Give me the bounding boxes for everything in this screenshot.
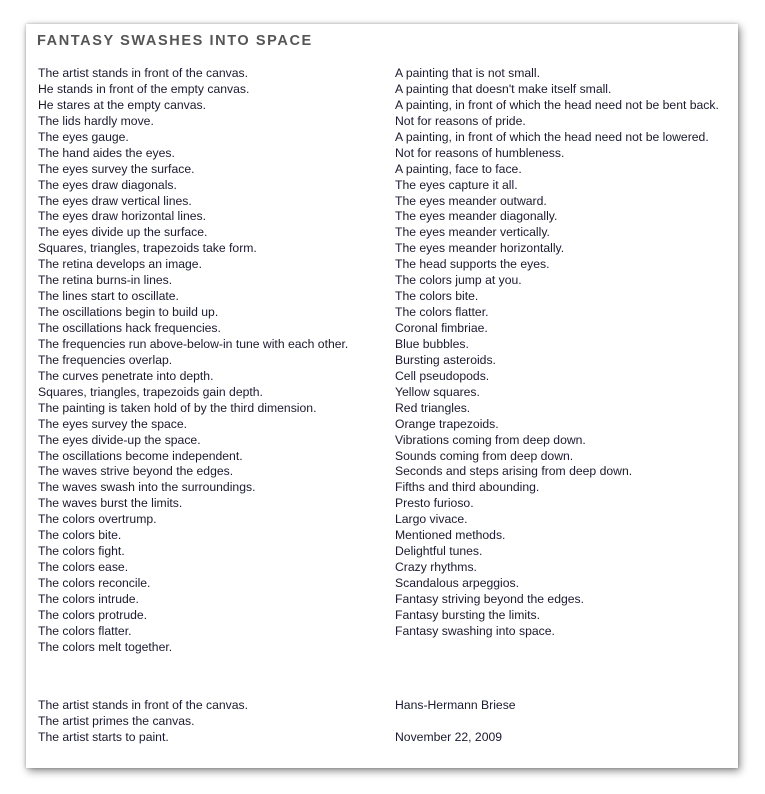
poem-line: A painting, in front of which the head need not be bent back.	[395, 97, 719, 112]
right-column	[395, 66, 719, 640]
poem-line: The eyes meander outward.	[395, 193, 547, 208]
poem-line: The eyes meander horizontally.	[395, 241, 565, 256]
poem-line: The waves swash into the surroundings.	[38, 480, 256, 495]
poem-page	[26, 24, 738, 768]
closing-stanza	[38, 698, 248, 746]
poem-line: The colors flatter.	[38, 623, 132, 638]
poem-line: Bursting asteroids.	[395, 352, 496, 367]
poem-line: Blue bubbles.	[395, 336, 469, 351]
poem-line: Red triangles.	[395, 400, 471, 415]
poem-line: The lids hardly move.	[38, 113, 154, 128]
poem-line: The hand aides the eyes.	[38, 145, 175, 160]
poem-line: A painting, in front of which the head need not be lowered.	[395, 129, 709, 144]
poem-line: Fifths and third abounding.	[395, 480, 540, 495]
poem-line: The artist stands in front of the canvas.	[38, 66, 249, 80]
poem-line: The artist stands in front of the canvas.	[38, 698, 249, 712]
poem-line: The retina burns-in lines.	[38, 273, 173, 288]
poem-line: Scandalous arpeggios.	[395, 576, 519, 590]
poem-line: Orange trapezoids.	[395, 416, 499, 431]
poem-line: Coronal fimbriae.	[395, 321, 488, 335]
poem-line: Cell pseudopods.	[395, 368, 490, 383]
spacer-line	[395, 714, 516, 730]
poem-line: Largo vivace.	[395, 512, 468, 527]
poem-line: Not for reasons of pride.	[395, 113, 526, 128]
poem-line: Squares, triangles, trapezoids take form.	[38, 241, 257, 256]
poem-line: Squares, triangles, trapezoids gain depth.	[38, 384, 263, 399]
poem-line: The eyes survey the surface.	[38, 161, 195, 176]
poem-line: A painting that is not small.	[395, 66, 540, 80]
poem-line: The colors fight.	[38, 544, 125, 559]
poem-line: The colors bite.	[38, 528, 122, 543]
poem-line: The colors protrude.	[38, 607, 148, 622]
author-name: Hans-Hermann Briese	[395, 698, 516, 712]
poem-line: The eyes divide-up the space.	[38, 432, 201, 447]
poem-line: The oscillations begin to build up.	[38, 305, 219, 320]
poem-line: The eyes survey the space.	[38, 416, 188, 431]
poem-line: Fantasy bursting the limits.	[395, 607, 540, 622]
poem-line: The eyes meander diagonally.	[395, 209, 558, 224]
poem-line: The colors reconcile.	[38, 576, 151, 590]
poem-line: The eyes gauge.	[38, 129, 129, 144]
signature-block	[395, 698, 516, 746]
poem-line: Fantasy striving beyond the edges.	[395, 591, 585, 606]
poem-line: The eyes meander vertically.	[395, 225, 550, 240]
poem-line: The artist primes the canvas.	[38, 713, 195, 728]
poem-line: Delightful tunes.	[395, 544, 483, 559]
poem-line: Presto furioso.	[395, 496, 474, 511]
poem-line: Yellow squares.	[395, 384, 480, 399]
poem-line: The colors overtrump.	[38, 512, 157, 527]
poem-date: November 22, 2009	[395, 729, 503, 744]
poem-title: FANTASY SWASHES INTO SPACE	[37, 33, 313, 49]
poem-line: The painting is taken hold of by the third dimension.	[38, 400, 317, 415]
poem-line: The curves penetrate into depth.	[38, 368, 214, 383]
poem-line: Fantasy swashing into space.	[395, 623, 555, 638]
poem-line: The eyes draw horizontal lines.	[38, 209, 207, 224]
poem-line: The colors bite.	[395, 289, 479, 304]
poem-line: The eyes divide up the surface.	[38, 225, 208, 240]
poem-line: Crazy rhythms.	[395, 560, 477, 575]
poem-line: Seconds and steps arising from deep down.	[395, 464, 633, 479]
poem-line: Sounds coming from deep down.	[395, 448, 574, 463]
poem-line: The oscillations become independent.	[38, 448, 243, 463]
poem-line: The colors melt together.	[38, 639, 173, 654]
poem-line: The head supports the eyes.	[395, 257, 550, 272]
poem-line: A painting, face to face.	[395, 161, 522, 176]
poem-line: Vibrations coming from deep down.	[395, 432, 586, 447]
poem-line: The frequencies overlap.	[38, 352, 173, 367]
poem-line: A painting that doesn't make itself small.	[395, 81, 612, 96]
poem-line: The artist starts to paint.	[38, 729, 169, 744]
poem-line: The frequencies run above-below-in tune with each other.	[38, 336, 349, 351]
left-column	[38, 66, 348, 656]
poem-line: He stands in front of the empty canvas.	[38, 81, 250, 96]
poem-line: The eyes draw diagonals.	[38, 177, 177, 192]
poem-line: The colors flatter.	[395, 305, 489, 320]
poem-line: He stares at the empty canvas.	[38, 97, 206, 112]
poem-line: The colors jump at you.	[395, 273, 522, 288]
poem-line: The oscillations hack frequencies.	[38, 321, 221, 335]
poem-line: The colors ease.	[38, 560, 129, 575]
poem-line: The waves burst the limits.	[38, 496, 183, 511]
poem-line: The eyes capture it all.	[395, 177, 518, 192]
poem-line: Not for reasons of humbleness.	[395, 145, 565, 160]
poem-line: The lines start to oscillate.	[38, 289, 179, 304]
poem-line: The eyes draw vertical lines.	[38, 193, 192, 208]
poem-line: Mentioned methods.	[395, 528, 506, 543]
poem-line: The retina develops an image.	[38, 257, 202, 272]
poem-line: The colors intrude.	[38, 591, 139, 606]
poem-line: The waves strive beyond the edges.	[38, 464, 234, 479]
